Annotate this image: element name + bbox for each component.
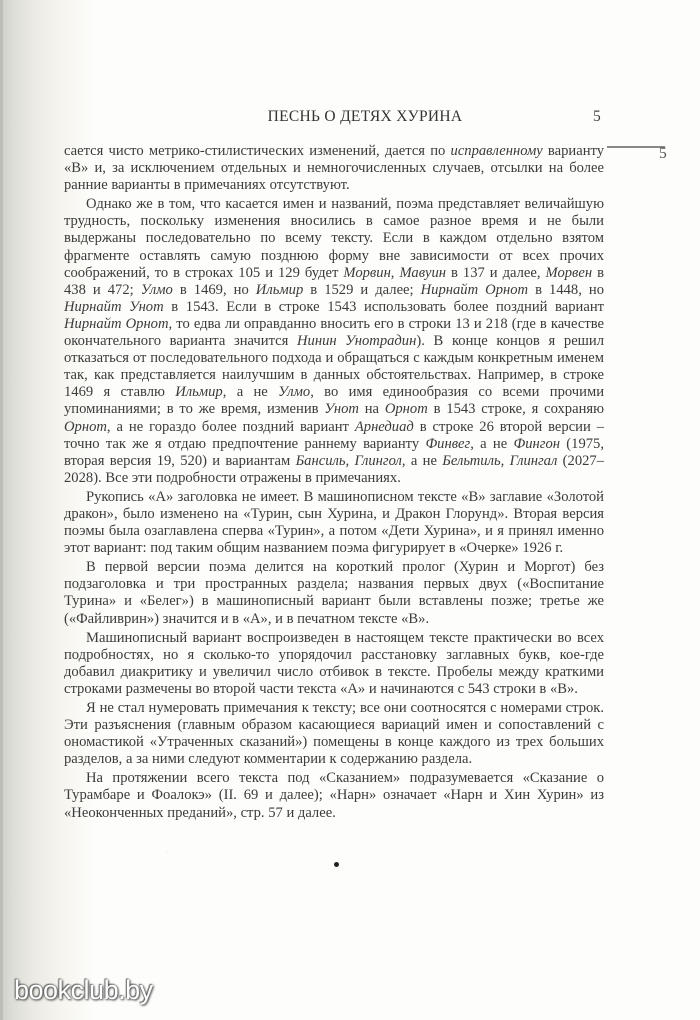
- section-end-mark: [334, 862, 339, 867]
- show-through-text: ·: [165, 845, 170, 860]
- italic-name: Морвин, Мавуин: [343, 264, 447, 281]
- text-run: В первой версии поэма делится на короткий пролог (Хурин и Моргот) без подзаголовка и три пространных раздела; названия первых двух («Воспитание Турина» и «Белег») в машинописный вариант были вставлены позже; третье же («Файливрин») значится и в «А», и в печатном тексте «В».: [64, 559, 604, 627]
- running-head: ПЕСНЬ О ДЕТЯХ ХУРИНА: [267, 108, 463, 125]
- text-run: в 438 и 472;: [64, 264, 604, 298]
- body-text: [64, 143, 604, 822]
- italic-name: исправленному: [450, 143, 543, 159]
- text-run: , а не гораздо более поздний вариант: [106, 418, 355, 435]
- paragraph: [64, 559, 604, 627]
- italic-name: Орнот: [384, 401, 428, 418]
- text-run: , во имя единообразия со всеми прочими упоминаниями; в то же время, изменив: [64, 384, 604, 418]
- text-run: , а не: [401, 452, 443, 469]
- italic-name: Нирнайт Унот: [64, 298, 164, 315]
- italic-name: Нирнайт Орнот: [64, 315, 169, 332]
- paragraph: [64, 489, 604, 557]
- paragraph: [64, 196, 604, 487]
- text-run: в 1543. Если в строке 1543 использовать более поздний вариант: [163, 298, 605, 315]
- page-number: 5: [593, 108, 601, 125]
- italic-name: Орнот: [64, 418, 107, 435]
- text-run: (1975, вторая версия 19, 520) и вариантам: [64, 435, 604, 469]
- paragraph: [64, 700, 604, 768]
- margin-line-number: 5: [659, 145, 667, 162]
- text-run: , а не: [470, 435, 514, 452]
- italic-name: Ильмир: [175, 384, 223, 401]
- text-run: сается чисто метрико-стилистических изменений, дается по: [64, 143, 451, 159]
- italic-name: Арнедиад: [354, 418, 414, 435]
- text-run: Я не стал нумеровать примечания к тексту; все они соотносятся с номерами строк. Эти разъяснения (главным образом касающиеся вариаций имен и сопоставлений с ономастикой «Утраченных сказаний») помещены в конце каждого из трех больших разделов, а за ними следуют комментарии к содержанию раздела.: [64, 700, 604, 768]
- text-run: , то едва ли оправданно вносить его в строки 13 и 218 (где в качестве окончательного варианта значится: [64, 315, 604, 350]
- italic-name: Финвег: [425, 435, 471, 452]
- italic-name: Бельтиль, Глингал: [442, 452, 558, 469]
- text-run: на: [358, 401, 385, 418]
- italic-name: Нинин Унотрадин: [297, 333, 417, 350]
- text-run: Однако же в том, что касается имен и названий, поэма представляет величайшую трудность, поскольку изменения вносились в самое разное время и не были выдержаны последовательно по всему тексту. Если в каждом отдельно взятом фрагменте оставлять самую позднюю форму вне зависимости от всех прочих соображений, то в строках 105 и 129 будет: [64, 196, 604, 281]
- italic-name: Унот: [324, 401, 359, 418]
- italic-name: Ильмир: [255, 281, 304, 298]
- text-run: (2027–2028). Все эти подробности отражены в примечаниях.: [64, 452, 605, 486]
- italic-name: Фингон: [513, 435, 561, 452]
- text-run: Машинописный вариант воспроизведен в настоящем тексте практически во всех подробностях, но я сколько-то упорядочил расстановку заглавных букв, кое-где добавил диакритику и увеличил число отбивок в тексте. Пробелы между краткими строками размечены во второй части текста «А» и начинаются с 543 строки в «В».: [64, 629, 604, 697]
- italic-name: Бансиль, Глингол: [295, 452, 402, 469]
- text-run: На протяжении всего текста под «Сказанием» подразумевается «Сказание о Турамбаре и Фоалокэ» (II. 69 и далее); «Нарн» означает «Нарн и Хин Хурин» из «Неоконченных преданий», стр. 57 и далее.: [64, 770, 604, 821]
- text-run: в строке 26 второй версии – точно так же я отдаю предпочтение раннему варианту: [64, 418, 605, 452]
- italic-name: Нирнайт Орнот: [420, 281, 529, 298]
- italic-name: Улмо: [278, 384, 311, 401]
- text-run: в 137 и далее,: [446, 264, 546, 281]
- italic-name: Улмо: [140, 281, 173, 298]
- text-run: в 1529 и далее;: [303, 281, 421, 298]
- page-edge: [0, 0, 3, 1020]
- text-run: в 1469, но: [172, 281, 256, 298]
- paragraph: [64, 630, 604, 698]
- text-run: Рукопись «А» заголовка не имеет. В машинописном тексте «В» заглавие «Золотой дракон», было изменено на «Турин, сын Хурина, и Дракон Глорунд». Вторая версия поэмы была озаглавлена сперва «Турин», а потом «Дети Хурина», и я принял именно этот вариант: под таким общим названием поэма фигурирует в «Очерке» 1926 г.: [64, 488, 604, 557]
- margin-rule: [607, 146, 665, 148]
- text-run: варианту «В» и, за исключением отдельных и немногочисленных случаев, отсылки на более ранние варианты в примечаниях отсутствуют.: [64, 143, 604, 194]
- text-run: ). В конце концов я решил отказаться от последовательного подхода и обращаться с каждым конкретным именем так, как представляется наилучшим в данных обстоятельствах. Например, в строке 1469 я ставлю: [64, 333, 604, 401]
- paragraph: [64, 143, 604, 194]
- text-run: в 1448, но: [528, 281, 605, 298]
- text-run: , а не: [222, 384, 279, 401]
- paragraph: [64, 770, 604, 821]
- text-run: в 1543 строке, я сохраняю: [427, 401, 605, 418]
- italic-name: Морвен: [545, 264, 593, 281]
- watermark-logo: bookclub.by: [14, 975, 153, 1005]
